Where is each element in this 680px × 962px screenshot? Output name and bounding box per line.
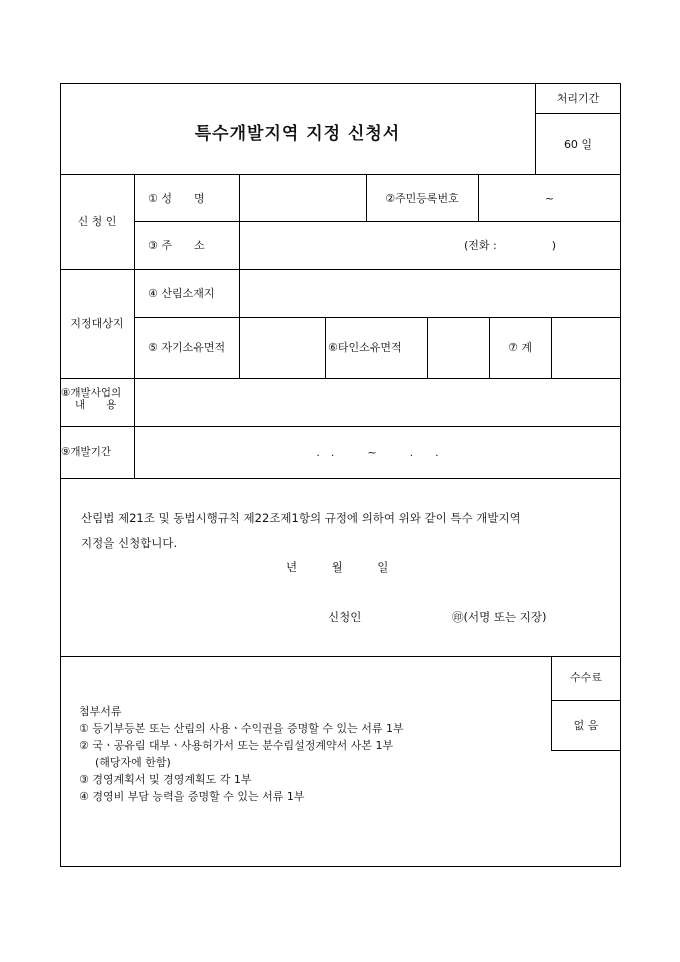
form-title: 특수개발지역 지정 신청서 — [194, 124, 401, 144]
application-form — [60, 83, 621, 866]
project-content-label: ⑧개발사업의 — [61, 387, 122, 399]
rule — [134, 174, 135, 478]
phone-field[interactable]: (전화 : ) — [464, 239, 557, 252]
processing-period-label: 처리기간 — [556, 92, 600, 105]
total-label: ⑦ 계 — [508, 341, 532, 354]
project-content-label-2: 내 용 — [75, 399, 117, 411]
rule — [60, 656, 621, 657]
own-area-field[interactable] — [240, 318, 325, 377]
name-field[interactable] — [240, 175, 365, 220]
signature-seal[interactable]: ㊞(서명 또는 지장) — [452, 610, 547, 624]
other-area-field[interactable] — [428, 318, 489, 377]
total-field[interactable] — [552, 318, 620, 377]
border-left — [60, 83, 61, 867]
other-area-label: ⑥타인소유면적 — [328, 341, 402, 354]
fee-label: 수수료 — [570, 671, 602, 684]
name-label: ① 성 명 — [148, 192, 205, 205]
attachment-item: ③ 경영계획서 및 경영계획도 각 1부 — [79, 773, 252, 786]
border-right — [620, 83, 621, 867]
attachments-heading: 첨부서류 — [79, 705, 122, 718]
border-bottom — [60, 866, 621, 867]
development-period-label: ⑨개발기간 — [61, 446, 111, 458]
attachment-note: (해당자에 한함) — [95, 756, 171, 769]
fee-value: 없 음 — [573, 719, 599, 732]
project-content-field[interactable] — [135, 379, 620, 425]
border-top — [60, 83, 621, 84]
applicant-section-label: 신 청 인 — [77, 215, 117, 228]
application-date[interactable]: 년 월 일 — [286, 560, 389, 574]
rule — [551, 750, 621, 751]
applicant-signature-label: 신청인 — [328, 610, 362, 624]
declaration-line-1: 산림법 제21조 및 동법시행규칙 제22조제1항의 규정에 의하여 위와 같이 특수 개발지역 — [81, 511, 521, 525]
attachment-item: ④ 경영비 부담 능력을 증명할 수 있는 서류 1부 — [79, 790, 305, 803]
rule — [551, 700, 621, 701]
rule — [325, 317, 326, 378]
declaration-line-2: 지정을 신청합니다. — [81, 536, 178, 550]
rule — [535, 113, 621, 114]
rule — [60, 426, 621, 427]
own-area-label: ⑤ 자기소유면적 — [148, 341, 226, 354]
address-field[interactable] — [240, 222, 500, 268]
rule — [134, 317, 621, 318]
forest-location-label: ④ 산림소재지 — [148, 287, 215, 300]
rule — [60, 478, 621, 479]
forest-location-field[interactable] — [240, 270, 620, 316]
processing-period-value: 60 일 — [563, 138, 593, 151]
rrn-separator: ~ — [544, 192, 555, 205]
target-section-label: 지정대상지 — [70, 317, 124, 330]
development-period-field[interactable]: . . ~ . . — [316, 446, 439, 459]
address-label: ③ 주 소 — [148, 239, 205, 252]
attachment-item: ② 국ㆍ공유림 대부ㆍ사용허가서 또는 분수림설정계약서 사본 1부 — [79, 739, 394, 752]
attachment-item: ① 등기부등본 또는 산림의 사용ㆍ수익권을 증명할 수 있는 서류 1부 — [79, 722, 404, 735]
rrn-label: ②주민등록번호 — [385, 192, 459, 205]
